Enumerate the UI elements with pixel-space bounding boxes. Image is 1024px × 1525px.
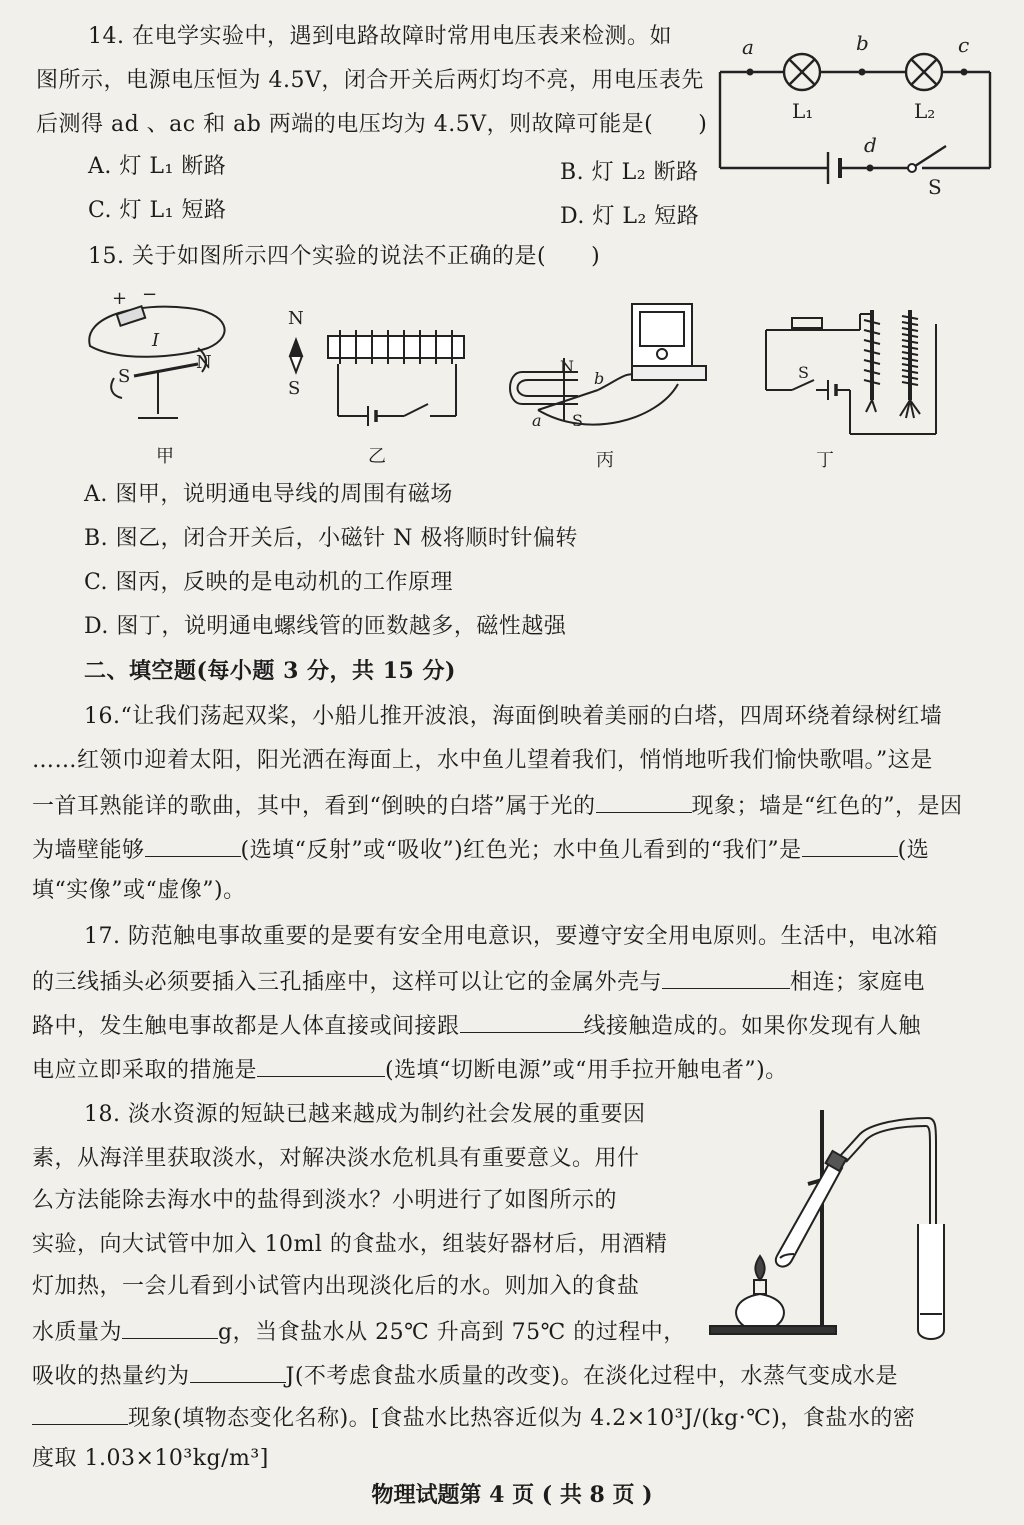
q16-line-3a: 一首耳熟能详的歌曲，其中，看到“倒映的白塔”属于光的 [32,794,596,819]
q15-figure-yi [282,300,472,430]
q15-caption-yi: 乙 [368,446,386,467]
q16-line-3 [32,790,963,822]
q17-blank-1[interactable] [662,966,790,989]
q15-yi-n: N [288,308,304,329]
q17-line-4a: 电应立即采取的措施是 [32,1058,258,1083]
q15-jia-minus: − [142,286,158,305]
q18-line-6 [32,1316,686,1348]
q15-yi-s: S [288,378,301,399]
q17-line-3 [32,1010,921,1042]
q18-line-8 [32,1402,915,1434]
q15-option-b: B. 图乙，闭合开关后，小磁针 N 极将顺时针偏转 [84,526,578,551]
q14-label-l1: L₁ [792,99,814,123]
q17-line-4b: (选填“切断电源”或“用手拉开触电者”)。 [385,1058,788,1083]
q15-caption-ding: 丁 [816,450,834,471]
q16-line-2: ……红领巾迎着太阳，阳光洒在海面上，水中鱼儿望着我们，悄悄地听我们愉快歌唱。”这是 [32,748,933,773]
q18-line-2: 素，从海洋里获取淡水，对解决淡水危机具有重要意义。用什 [32,1146,640,1171]
q14-label-d: d [864,133,877,157]
q18-line-1: 18. 淡水资源的短缺已越来越成为制约社会发展的重要因 [84,1102,646,1127]
q16-blank-2[interactable] [145,834,241,857]
q15-jia-plus: + [112,288,128,309]
q15-caption-jia: 甲 [156,446,174,467]
q17-line-1: 17. 防范触电事故重要的是要有安全用电意识，要遵守安全用电原则。生活中，电冰箱 [84,924,938,949]
q14-option-a: A. 灯 L₁ 断路 [88,154,227,179]
q14-label-s: S [928,175,942,199]
q15-title: 15. 关于如图所示四个实验的说法不正确的是( ) [88,244,601,269]
q18-line-8b: 现象(填物态变化名称)。[食盐水比热容近似为 4.2×10³J/(kg·℃)，食盐水的密 [128,1406,916,1431]
q15-bing-a: a [532,411,542,430]
q16-line-5: 填“实像”或“虚像”)。 [32,878,246,903]
q18-line-7b: J(不考虑食盐水质量的改变)。在淡化过程中，水蒸气变成水是 [285,1364,899,1389]
q18-line-6b: g，当食盐水从 25℃ 升高到 75℃ 的过程中， [218,1320,686,1345]
q16-line-4a: 为墙壁能够 [32,838,145,863]
q17-line-3a: 路中，发生触电事故都是人体直接或间接跟 [32,1014,460,1039]
q14-line-3: 后测得 ad 、ac 和 ab 两端的电压均为 4.5V，则故障可能是( ) [36,112,708,137]
q17-line-2a: 的三线插头必须要插入三孔插座中，这样可以让它的金属外壳与 [32,970,663,995]
q18-distillation-figure [700,1104,990,1344]
q18-blank-2[interactable] [190,1360,286,1383]
q16-blank-3[interactable] [802,834,898,857]
q17-line-4 [32,1054,788,1086]
q15-jia-s: S [118,366,131,387]
q16-line-3b: 现象；墙是“红色的”，是因 [691,794,963,819]
q15-ding-s: S [798,363,809,382]
q16-line-1: 16.“让我们荡起双桨，小船儿推开波浪，海面倒映着美丽的白塔，四周环绕着绿树红墙 [84,704,943,729]
q15-figure-bing [508,300,708,440]
q14-label-b: b [856,31,869,55]
q18-line-3: 么方法能除去海水中的盐得到淡水？小明进行了如图所示的 [32,1188,618,1213]
q17-line-3b: 线接触造成的。如果你发现有人触 [583,1014,922,1039]
q16-line-4 [32,834,929,866]
q16-line-4b: (选填“反射”或“吸收”)红色光；水中鱼儿看到的“我们”是 [240,838,802,863]
q14-label-c: c [958,33,970,57]
q14-line-1: 14. 在电学实验中，遇到电路故障时常用电压表来检测。如 [88,24,672,49]
q14-label-a: a [742,35,754,59]
q15-option-a: A. 图甲，说明通电导线的周围有磁场 [84,482,453,507]
q15-option-c: C. 图丙，反映的是电动机的工作原理 [84,570,454,595]
q17-blank-3[interactable] [257,1054,385,1077]
q14-label-l2: L₂ [914,99,936,123]
q18-line-7a: 吸收的热量约为 [32,1364,190,1389]
q14-circuit-diagram [700,28,1000,208]
q16-blank-1[interactable] [596,790,692,813]
q15-jia-current: I [152,330,160,351]
q15-option-d: D. 图丁，说明通电螺线管的匝数越多，磁性越强 [84,614,567,639]
q18-line-6a: 水质量为 [32,1320,123,1345]
q15-figure-ding [760,300,940,440]
q17-blank-2[interactable] [460,1010,584,1033]
q15-bing-s: S [572,411,583,430]
q18-blank-3[interactable] [32,1402,128,1425]
q16-line-4c: (选 [897,838,930,863]
q14-option-c: C. 灯 L₁ 短路 [88,198,227,223]
page-footer: 物理试题第 4 页 ( 共 8 页 ) [371,1482,653,1508]
q15-caption-bing: 丙 [596,450,614,471]
q15-jia-n: N [196,352,212,373]
section-2-heading: 二、填空题(每小题 3 分，共 15 分) [84,658,456,684]
q18-blank-1[interactable] [122,1316,218,1339]
q18-line-5: 灯加热，一会儿看到小试管内出现淡化后的水。则加入的食盐 [32,1274,640,1299]
q14-option-d: D. 灯 L₂ 短路 [560,204,700,229]
q14-option-b: B. 灯 L₂ 断路 [560,160,699,185]
q17-line-2 [32,966,925,998]
q17-line-2b: 相连；家庭电 [790,970,926,995]
q18-line-4: 实验，向大试管中加入 10ml 的食盐水，组装好器材后，用酒精 [32,1232,668,1257]
q15-figure-jia [78,286,248,436]
q18-line-7 [32,1360,898,1392]
q14-line-2: 图所示，电源电压恒为 4.5V，闭合开关后两灯均不亮，用电压表先 [36,68,704,93]
q18-line-9: 度取 1.03×10³kg/m³] [32,1446,269,1471]
q15-bing-n: N [560,357,574,376]
q15-bing-b: b [594,369,605,388]
